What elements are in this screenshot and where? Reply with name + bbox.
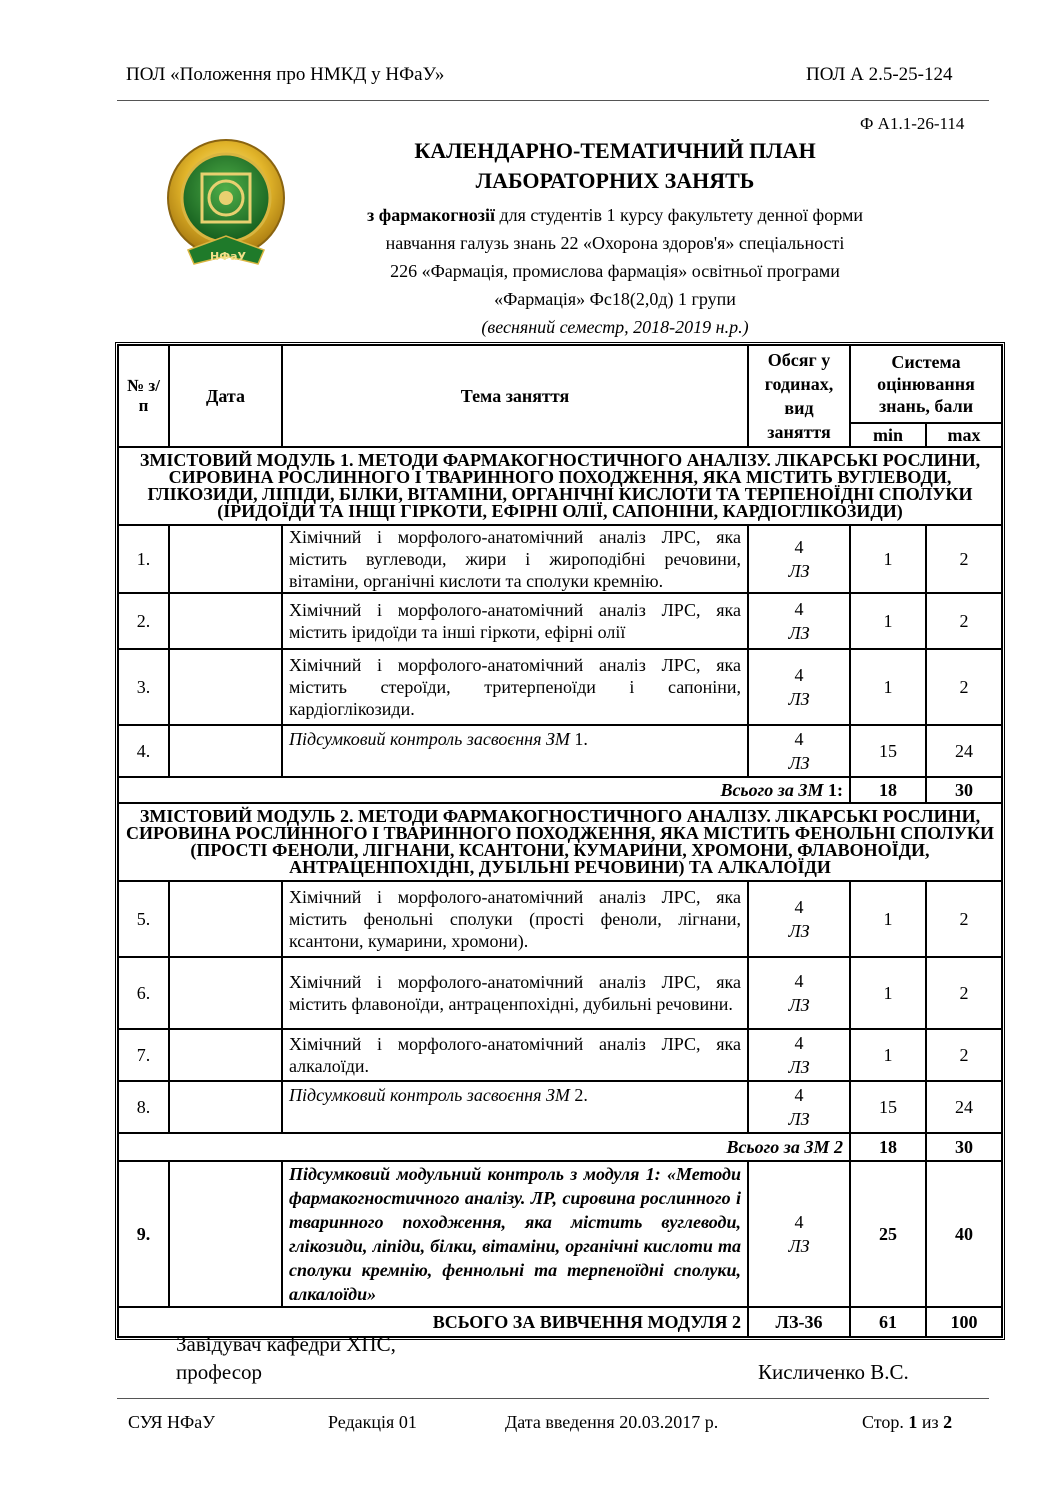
- table-row: [118, 1081, 1002, 1133]
- row-topic: Підсумковий контроль засвоєння ЗМ 1.: [282, 725, 748, 777]
- table-row: [118, 1161, 1002, 1307]
- module-row: [118, 447, 1002, 525]
- row-date: [169, 649, 282, 725]
- subtotal-max: 30: [926, 1133, 1002, 1161]
- plan-title-line2: ЛАБОРАТОРНИХ ЗАНЯТЬ: [475, 168, 755, 193]
- module-row: [118, 803, 1002, 881]
- row-hours: 4 ЛЗ: [748, 957, 850, 1029]
- col-header-topic: Тема заняття: [282, 345, 748, 447]
- row-topic: Хімічний і морфолого-анатомічний аналіз ЛРС, яка містить флавоноїди, антраценпохідні, дубильні речовини.: [282, 957, 748, 1029]
- row-min: 1: [850, 881, 926, 957]
- row-hours: 4 ЛЗ: [748, 1081, 850, 1133]
- table-row: [118, 725, 1002, 777]
- row-topic: Підсумковий модульний контроль з модуля 1: «Методи фармакогностичного аналізу. ЛР, сировина рослинного і тваринного походження, яка містить вуглеводи, глікозиди, ліпіди, білки, вітаміни, органічні кислоти та сполуки кремнію, феннольні та терпеноїдні сполуки, алкалоїди»: [282, 1161, 748, 1307]
- subject-name: з фармакогнозії: [367, 205, 495, 225]
- table-row: [118, 957, 1002, 1029]
- row-max: 2: [926, 1029, 1002, 1081]
- form-code: Ф А1.1-26-114: [860, 114, 965, 133]
- plan-subtitle-line3: 226 «Фармація, промислова фармація» освітньої програми: [390, 261, 840, 281]
- module-1-title: ЗМІСТОВИЙ МОДУЛЬ 1. МЕТОДИ ФАРМАКОГНОСТИЧНОГО АНАЛІЗУ. ЛІКАРСЬКІ РОСЛИНИ, СИРОВИНА РОСЛИННОГО І ТВАРИННОГО ПОХОДЖЕННЯ, ЯКА МІСТИТЬ ВУГЛЕВОДИ, ГЛІКОЗИДИ, ЛІПІДИ, БІЛКИ, ВІТАМІНИ, ОРГАНІЧНІ КИСЛОТИ ТА ТЕРПЕНОЇДНІ СПОЛУКИ (ІРИДОЇДИ ТА ІНЩІ ГІРКОТИ, ЕФІРНІ ОЛІЇ, САПОНІНИ, КАРДІОГЛІКОЗИДИ): [118, 447, 1002, 525]
- row-num: 9.: [118, 1161, 169, 1307]
- row-max: 24: [926, 725, 1002, 777]
- row-topic: Хімічний і морфолого-анатомічний аналіз ЛРС, яка містить іридоїди та інші гіркоти, ефірні олії: [282, 593, 748, 649]
- row-min: 1: [850, 593, 926, 649]
- row-min: 1: [850, 649, 926, 725]
- col-header-date: Дата: [169, 345, 282, 447]
- grand-total-min: 61: [850, 1307, 926, 1337]
- logo-abbr: НФаУ: [210, 250, 247, 263]
- table-row: [118, 881, 1002, 957]
- subtotal-row: [118, 1133, 1002, 1161]
- signature-name: Кисличенко В.С.: [758, 1360, 909, 1384]
- col-header-num: № з/п: [118, 345, 169, 447]
- footer-org: СУЯ НФаУ: [128, 1412, 215, 1432]
- grand-total-label: ВСЬОГО ЗА ВИВЧЕННЯ МОДУЛЯ 2: [118, 1307, 748, 1337]
- col-header-min: min: [850, 423, 926, 447]
- subtotal-min: 18: [850, 777, 926, 803]
- footer-page: Стор. 1 из 2: [862, 1412, 953, 1432]
- row-max: 2: [926, 881, 1002, 957]
- plan-title-line1: КАЛЕНДАРНО-ТЕМАТИЧНИЙ ПЛАН: [414, 138, 816, 163]
- subtotal-min: 18: [850, 1133, 926, 1161]
- row-max: 24: [926, 1081, 1002, 1133]
- row-topic: Хімічний і морфолого-анатомічний аналіз ЛРС, яка містить вуглеводи, жири і жироподібні речовини, вітаміни, органічні кислоти та сполуки кремнію.: [282, 525, 748, 593]
- row-date: [169, 525, 282, 593]
- plan-subtitle-line1: з фармакогнозії для студентів 1 курсу факультету денної форми: [367, 205, 863, 225]
- row-topic: Хімічний і морфолого-анатомічний аналіз ЛРС, яка алкалоїди.: [282, 1029, 748, 1081]
- signature-title: професор: [176, 1360, 263, 1384]
- row-topic: Хімічний і морфолого-анатомічний аналіз ЛРС, яка містить фенольні сполуки (прості феноли, лігнани, ксантони, кумарини, хромони).: [282, 881, 748, 957]
- footer-divider: [117, 1398, 989, 1399]
- plan-table: [115, 342, 1005, 1340]
- subtotal-label: Всього за ЗМ 2: [118, 1133, 850, 1161]
- row-topic: Підсумковий контроль засвоєння ЗМ 2.: [282, 1081, 748, 1133]
- table-row: [118, 649, 1002, 725]
- row-num: 2.: [118, 593, 169, 649]
- col-header-system: Система оцінювання знань, бали: [850, 345, 1002, 423]
- row-num: 8.: [118, 1081, 169, 1133]
- row-num: 4.: [118, 725, 169, 777]
- row-num: 5.: [118, 881, 169, 957]
- row-hours: 4 ЛЗ: [748, 649, 850, 725]
- row-date: [169, 881, 282, 957]
- grand-total-hours: ЛЗ-36: [748, 1307, 850, 1337]
- row-num: 6.: [118, 957, 169, 1029]
- row-hours: 4 ЛЗ: [748, 525, 850, 593]
- module-2-title: ЗМІСТОВИЙ МОДУЛЬ 2. МЕТОДИ ФАРМАКОГНОСТИЧНОГО АНАЛІЗУ. ЛІКАРСЬКІ РОСЛИНИ, СИРОВИНА РОСЛИННОГО І ТВАРИННОГО ПОХОДЖЕННЯ, ЯКА МІСТИТЬ ФЕНОЛЬНІ СПОЛУКИ (ПРОСТІ ФЕНОЛИ, ЛІГНАНИ, КСАНТОНИ, КУМАРИНИ, ХРОМОНИ, ФЛАВОНОЇДИ, АНТРАЦЕНПОХІДНІ, ДУБІЛЬНІ РЕЧОВИНИ) ТА АЛКАЛОЇДИ: [118, 803, 1002, 881]
- signature-position: Завідувач кафедри ХПС,: [176, 1332, 396, 1356]
- row-num: 3.: [118, 649, 169, 725]
- table-row: [118, 1029, 1002, 1081]
- table-row: [118, 525, 1002, 593]
- plan-subtitle-line4: «Фармація» Фс18(2,0д) 1 групи: [494, 289, 736, 309]
- row-hours: 4 ЛЗ: [748, 881, 850, 957]
- plan-subtitle-line2: навчання галузь знань 22 «Охорона здоров'я» спеціальності: [385, 233, 845, 253]
- row-num: 7.: [118, 1029, 169, 1081]
- row-date: [169, 1029, 282, 1081]
- row-min: 15: [850, 725, 926, 777]
- row-min: 1: [850, 957, 926, 1029]
- row-min: 1: [850, 525, 926, 593]
- header-divider: [117, 100, 989, 101]
- document-code: ПОЛ А 2.5-25-124: [806, 64, 953, 85]
- row-date: [169, 957, 282, 1029]
- subtotal-label: Всього за ЗМ 1:: [118, 777, 850, 803]
- row-date: [169, 1081, 282, 1133]
- row-max: 2: [926, 957, 1002, 1029]
- row-topic: Хімічний і морфолого-анатомічний аналіз ЛРС, яка містить стероїди, тритерпеноїди і сапоніни, кардіоглікозиди.: [282, 649, 748, 725]
- footer-date: Дата введення 20.03.2017 р.: [505, 1412, 719, 1432]
- row-date: [169, 1161, 282, 1307]
- row-hours: 4 ЛЗ: [748, 1161, 850, 1307]
- row-max: 2: [926, 525, 1002, 593]
- col-header-hours: Обсяг у годинах, вид заняття: [748, 345, 850, 447]
- row-min: 15: [850, 1081, 926, 1133]
- footer-edition: Редакція 01: [328, 1412, 417, 1432]
- row-min: 25: [850, 1161, 926, 1307]
- table-header-row: [118, 345, 1002, 423]
- row-date: [169, 725, 282, 777]
- document-title: ПОЛ «Положення про НМКД у НФаУ»: [126, 64, 445, 85]
- row-hours: 4 ЛЗ: [748, 1029, 850, 1081]
- row-max: 40: [926, 1161, 1002, 1307]
- subtotal-row: [118, 777, 1002, 803]
- col-header-max: max: [926, 423, 1002, 447]
- row-num: 1.: [118, 525, 169, 593]
- row-date: [169, 593, 282, 649]
- row-max: 2: [926, 649, 1002, 725]
- grand-total-max: 100: [926, 1307, 1002, 1337]
- row-max: 2: [926, 593, 1002, 649]
- row-hours: 4 ЛЗ: [748, 593, 850, 649]
- row-min: 1: [850, 1029, 926, 1081]
- semester-note: (весняний семестр, 2018-2019 н.р.): [481, 317, 749, 337]
- subtotal-max: 30: [926, 777, 1002, 803]
- row-hours: 4 ЛЗ: [748, 725, 850, 777]
- table-row: [118, 593, 1002, 649]
